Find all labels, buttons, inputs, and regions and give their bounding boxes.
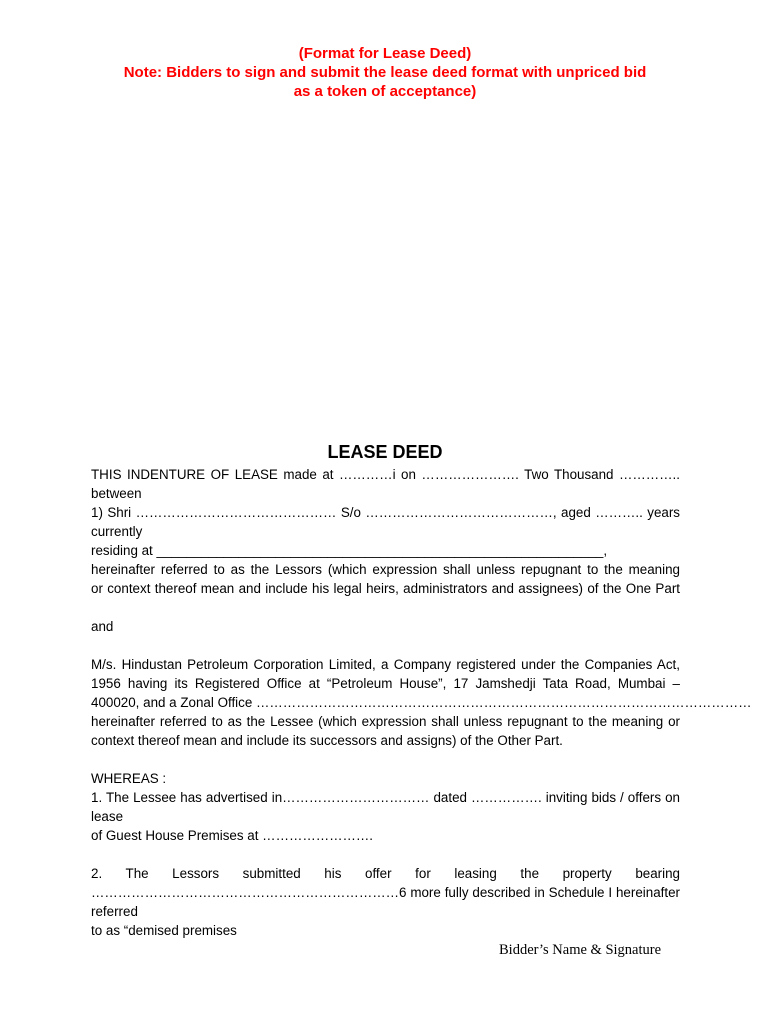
paragraph-line: M/s. Hindustan Petroleum Corporation Limited, a Company registered under the Companies Act, [91,657,680,672]
paragraph-line: of Guest House Premises at ……………………. [91,828,374,843]
format-header-note [80,44,690,101]
paragraph-line: hereinafter referred to as the Lessors (which expression shall unless repugnant to the meaning [91,562,680,577]
bidder-signature-label: Bidder’s Name & Signature [499,942,662,958]
paragraph-line: to as “demised premises [91,923,237,938]
document-body [91,465,752,940]
paragraph-line: residing at ____________________________________________________________, [91,543,608,558]
paragraph-whereas: WHEREAS : [91,771,167,786]
paragraph-line: ……………………………………………………………6 more fully described in Schedule I hereinafter referred [91,885,680,919]
document-title: LEASE DEED [327,442,443,462]
paragraph-line: 1) Shri ……………………………………… S/o ……………………………………, aged ……….. years currently [91,505,680,539]
paragraph-line: THIS INDENTURE OF LEASE made at …………i on …………………. Two Thousand ………….. between [91,467,680,501]
header-line-format: (Format for Lease Deed) [298,45,472,62]
paragraph-and: and [91,619,114,634]
paragraph-line: 2. The Lessors submitted his offer for leasing the property bearing [91,866,680,881]
header-line-token: as a token of acceptance) [293,83,477,100]
header-line-note: Note: Bidders to sign and submit the lease deed format with unpriced bid [123,64,647,81]
paragraph-line: 1. The Lessee has advertised in…………………………… dated ……………. inviting bids / offers on lease [91,790,680,824]
paragraph-line: context thereof mean and include its successors and assigns) of the Other Part. [91,733,563,748]
paragraph-line: 1956 having its Registered Office at “Petroleum House”, 17 Jamshedji Tata Road, Mumbai – [91,676,680,691]
paragraph-line: or context thereof mean and include his legal heirs, administrators and assignees) of the One Part [91,581,680,596]
paragraph-line: 400020, and a Zonal Office ………………………………………………………………………………………………… [91,695,752,710]
paragraph-line: hereinafter referred to as the Lessee (which expression shall unless repugnant to the meaning or [91,714,680,729]
